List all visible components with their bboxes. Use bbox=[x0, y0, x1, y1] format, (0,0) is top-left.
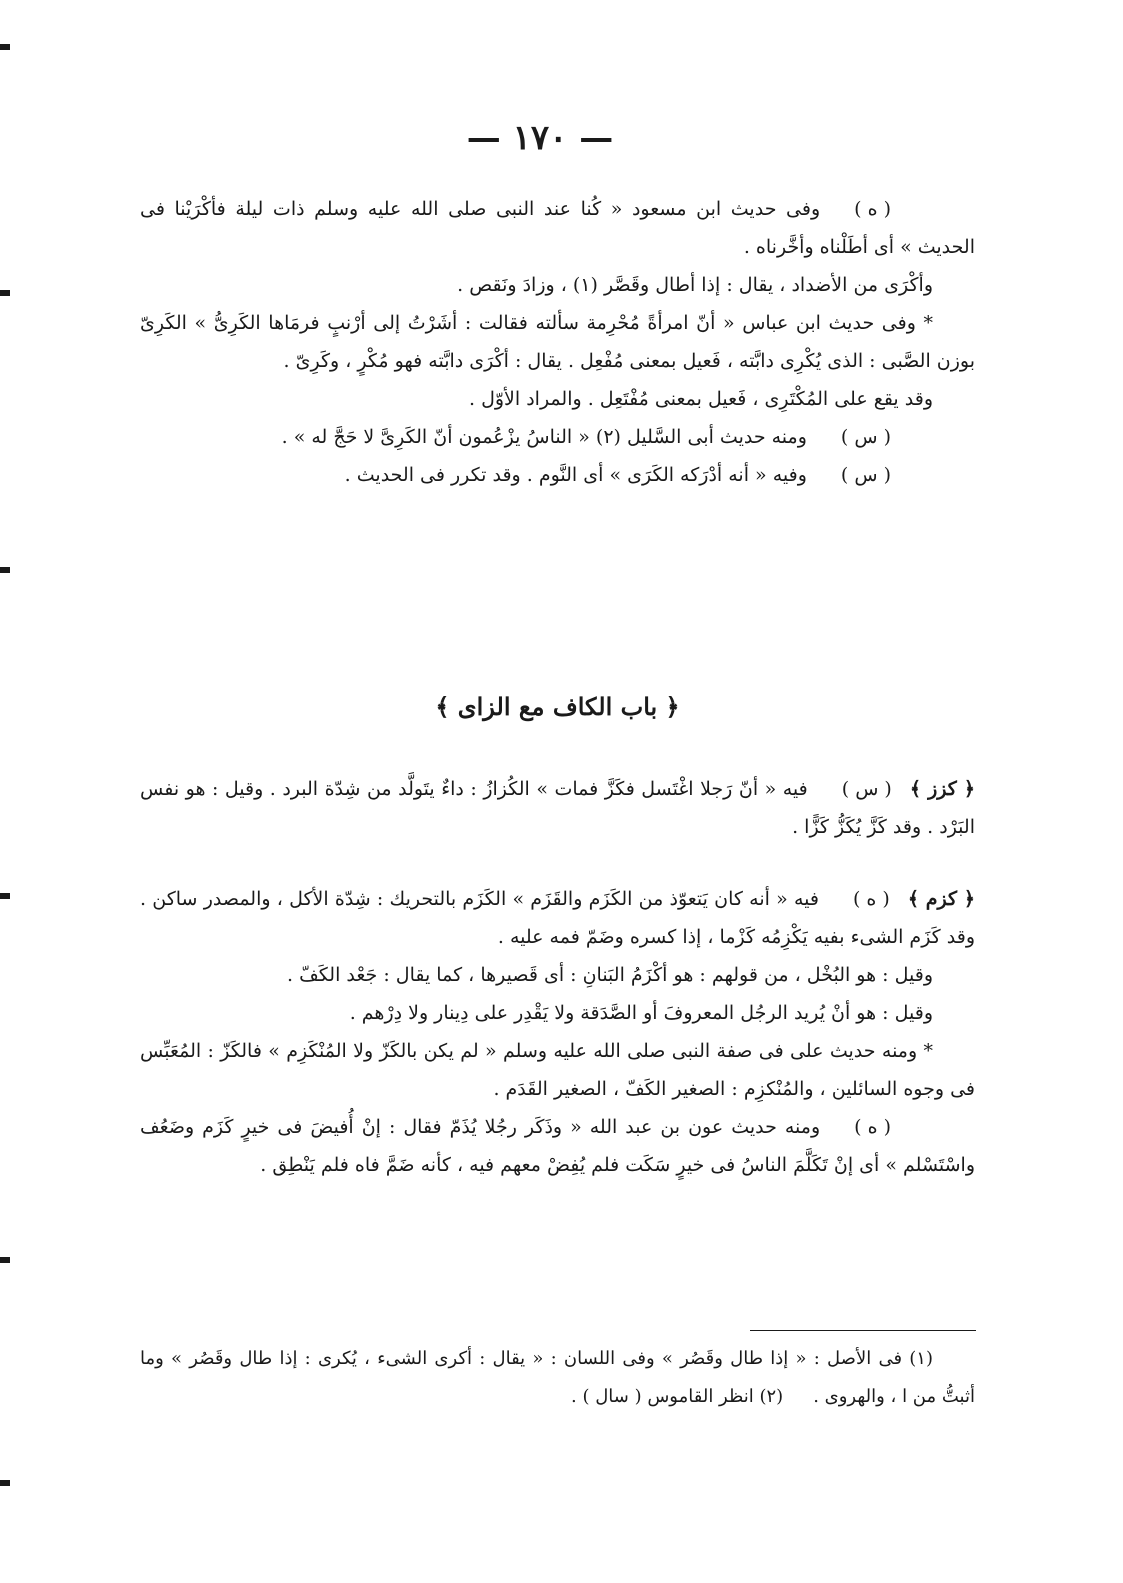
scan-edge-mark bbox=[0, 1480, 10, 1486]
entry-headword: ﴿ كزز ﴾ bbox=[909, 778, 976, 800]
source-sigil: ( ه ) bbox=[852, 888, 890, 910]
entry-kazama bbox=[140, 880, 975, 1184]
footnote-text: (١) فى الأصل : « إذا طال وقَصُر » وفى اللسان : « يقال : أكرى الشىء ، يُكرى : إذا طال وقَصُر » وما أثبتُّ من ا ، والهروى . bbox=[140, 1348, 975, 1407]
scan-edge-mark bbox=[0, 1257, 10, 1263]
paragraph bbox=[140, 456, 975, 494]
scan-edge-mark bbox=[0, 44, 10, 50]
source-sigil: ( س ) bbox=[840, 464, 891, 486]
paragraph-text: وفى حديث ابن مسعود « كُنا عند النبى صلى الله عليه وسلم ذات ليلة فأكْرَيْنا فى الحديث » أى أطَلْناه وأخَّرناه . bbox=[140, 198, 975, 258]
paragraph bbox=[140, 418, 975, 456]
paragraph-text: فيه « أنّ رَجلا اغْتَسل فكَزَّ فمات » الكُزازُ : داءٌ يتَولَّد من شِدّة البرد . وقيل : هو نفس البَرْد . وقد كَزَّ يُكَزُّ كَزًّا . bbox=[140, 778, 975, 838]
paragraph bbox=[140, 770, 975, 846]
footnotes bbox=[140, 1340, 975, 1416]
footnote-separator bbox=[750, 1330, 976, 1331]
paragraph bbox=[140, 304, 975, 380]
footnote-text: (٢) انظر القاموس ( سال ) . bbox=[571, 1386, 784, 1407]
paragraph bbox=[140, 994, 975, 1032]
paragraph bbox=[140, 1032, 975, 1108]
paragraph-text: * وفى حديث ابن عباس « أنّ امرأةً مُحْرِمة سألته فقالت : أشَرْتُ إلى أرْنبٍ فرمَاها الكَرِىُّ » الكَرِىّ بوزن الصَّبى : الذى يُكْرِى دابَّته ، فَعيل بمعنى مُفْعِل . يقال : أكْرَى دابَّته فهو مُكْرٍ ، وكَرِىّ . bbox=[140, 312, 975, 372]
paragraph-text: * ومنه حديث على فى صفة النبى صلى الله عليه وسلم « لم يكن بالكَزّ ولا المُنْكَزِم » فالكَزّ : المُعَبِّس فى وجوه السائلين ، والمُنْكزِم : الصغير الكَفّ ، الصغير القَدَم . bbox=[140, 1040, 975, 1100]
paragraph-text: وفيه « أنه أدْرَكه الكَرَى » أى النَّوم . وقد تكرر فى الحديث . bbox=[344, 464, 807, 486]
chapter-title: ﴿ باب الكاف مع الزاى ﴾ bbox=[435, 692, 680, 721]
paragraph-text: وقيل : هو البُخْل ، من قولهم : هو أكْزَمُ البَنانِ : أى قَصيرها ، كما يقال : جَعْد الكَفّ . bbox=[287, 964, 933, 986]
scan-edge-mark bbox=[0, 567, 10, 573]
page-number: — ١٧٠ — bbox=[466, 118, 614, 158]
entry-kazaza bbox=[140, 770, 975, 846]
entry-headword: ﴿ كزم ﴾ bbox=[907, 888, 975, 910]
paragraph bbox=[140, 190, 975, 266]
footnote bbox=[140, 1340, 975, 1416]
paragraph-text: وأكْرَى من الأضداد ، يقال : إذا أطال وقَصَّر (١) ، وزادَ ونَقص . bbox=[457, 274, 933, 296]
source-sigil: ( ه ) bbox=[854, 1116, 891, 1138]
paragraph bbox=[140, 956, 975, 994]
scan-edge-mark bbox=[0, 290, 10, 296]
paragraph bbox=[140, 266, 975, 304]
paragraph-text: ومنه حديث أبى السَّليل (٢) « الناسُ يزْعُمون أنّ الكَرِىَّ لا حَجَّ له » . bbox=[281, 426, 807, 448]
paragraph bbox=[140, 380, 975, 418]
paragraph bbox=[140, 1108, 975, 1184]
source-sigil: ( س ) bbox=[840, 426, 891, 448]
scan-edge-mark bbox=[0, 893, 10, 899]
paragraph-text: فيه « أنه كان يَتعوّذ من الكَزَم والقَزَم » الكَزَم بالتحريك : شِدّة الأكل ، والمصدر ساكن . وقد كَزَم الشىء بفيه يَكْزِمُه كَزْما ، إذا كسره وضَمّ فمه عليه . bbox=[140, 888, 975, 948]
paragraph-text: ومنه حديث عون بن عبد الله « وذَكَر رجُلا يُذَمّ فقال : إنْ أُفيضَ فى خيرٍ كَزَم وضَعُف واسْتَسْلم » أى إنْ تَكَلَّمَ الناسُ فى خيرٍ سَكَت فلم يُفِضْ معهم فيه ، كأنه ضَمَّ فاه فلم يَنْطِق . bbox=[140, 1116, 975, 1176]
paragraph-text: وقيل : هو أنْ يُريد الرجُل المعروفَ أو الصَّدَقة ولا يَقْدِر على دِينار ولا دِرْهم . bbox=[349, 1002, 933, 1024]
entry-kara-continuation bbox=[140, 190, 975, 494]
paragraph-text: وقد يقع على المُكْتَرِى ، فَعيل بمعنى مُفْتَعِل . والمراد الأوّل . bbox=[469, 388, 933, 410]
paragraph bbox=[140, 880, 975, 956]
source-sigil: ( س ) bbox=[841, 778, 892, 800]
source-sigil: ( ه ) bbox=[854, 198, 891, 220]
